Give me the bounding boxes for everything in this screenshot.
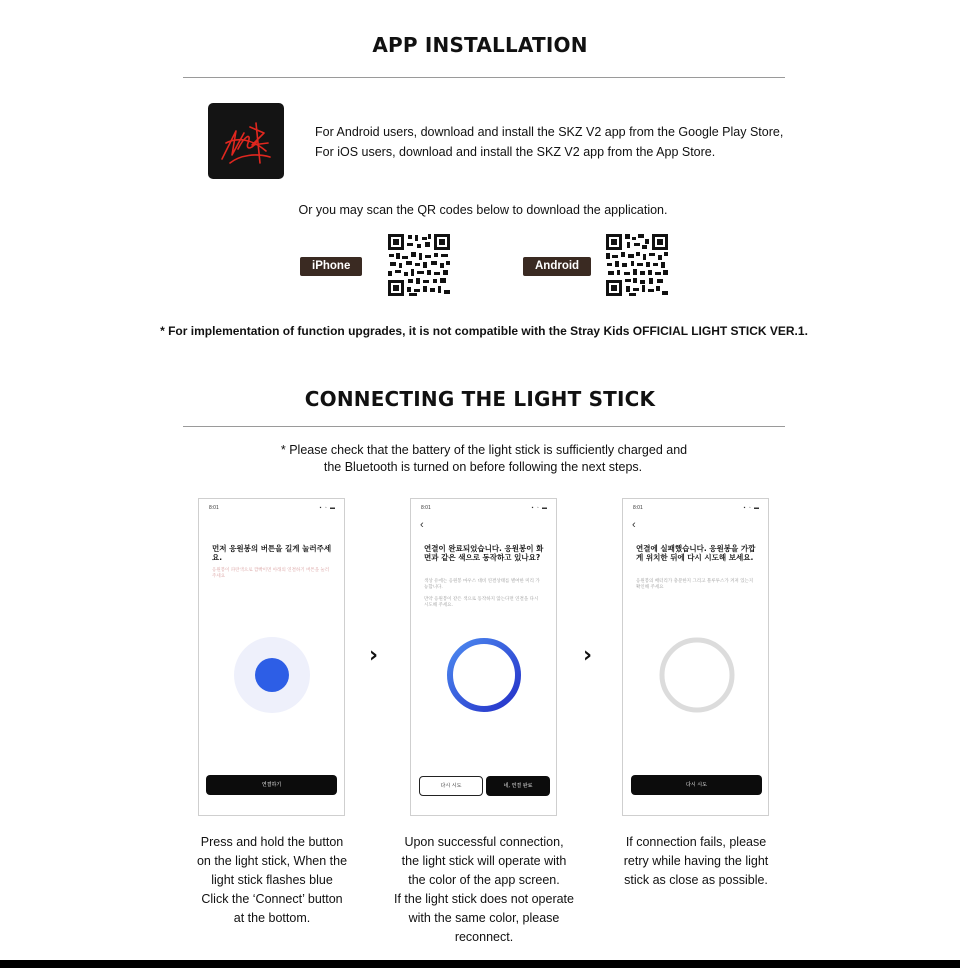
phone-screen-connected xyxy=(410,498,557,816)
phone-1-subtitle: 응원봉이 파란색으로 깜빡이면 아래의 연결하기 버튼을 눌러주세요 xyxy=(212,568,330,579)
back-chevron-icon[interactable]: ‹ xyxy=(632,519,636,531)
confirm-connected-button[interactable]: 네, 연결 완료 xyxy=(486,776,550,796)
status-icons: ▪ ◦ ▬ xyxy=(531,505,548,511)
step-arrow-icon: › xyxy=(369,643,379,668)
bottom-black-bar xyxy=(0,960,960,968)
phone-screen-connect xyxy=(198,498,345,816)
phone-3-subtitle: 응원봉의 배터리가 충분한지 그리고 블루투스가 켜져 있는지 확인해 주세요 xyxy=(636,579,754,590)
caption-line: stick as close as possible. xyxy=(624,873,768,887)
android-qr-code-icon[interactable] xyxy=(605,233,669,297)
status-time: 8:01 xyxy=(209,505,219,511)
install-divider xyxy=(183,77,785,78)
caption-line: with the same color, please xyxy=(408,911,560,925)
caption-line: reconnect. xyxy=(454,930,514,944)
battery-notice-line-2: the Bluetooth is turned on before following the next steps. xyxy=(323,460,643,474)
skz-app-logo xyxy=(208,103,284,179)
battery-notice-line-1: * Please check that the battery of the light stick is sufficiently charged and xyxy=(280,443,688,457)
phone-3-title: 연결에 실패했습니다. 응원봉을 가깝게 위치한 뒤에 다시 시도해 보세요. xyxy=(636,544,756,562)
step-arrow-icon: › xyxy=(583,643,593,668)
step-3-caption xyxy=(596,833,796,890)
compatibility-note: * For implementation of function upgrades, it is not compatible with the Stray Kids OFFICIAL LIGHT STICK VER.1. xyxy=(160,324,808,338)
phone-2-title: 연결이 완료되었습니다. 응원봉이 화면과 같은 색으로 동작하고 있나요? xyxy=(424,544,544,562)
skz-logo-scribble-icon xyxy=(208,103,284,179)
caption-line: Press and hold the button xyxy=(200,835,344,849)
status-time: 8:01 xyxy=(633,505,643,511)
connect-button[interactable]: 연결하기 xyxy=(206,775,337,795)
iphone-label: iPhone xyxy=(300,257,362,276)
step-1-caption xyxy=(172,833,372,928)
caption-line: Upon successful connection, xyxy=(404,835,564,849)
step-2-caption xyxy=(384,833,584,947)
caption-line: If the light stick does not operate xyxy=(394,892,574,906)
qr-intro-text: Or you may scan the QR codes below to download the application. xyxy=(298,203,668,217)
phone-1-title: 먼저 응원봉의 버튼을 길게 눌러주세요. xyxy=(212,544,332,562)
grey-ring-indicator-icon xyxy=(657,635,737,715)
connect-divider xyxy=(183,426,785,427)
back-chevron-icon[interactable]: ‹ xyxy=(420,519,424,531)
retry-button[interactable]: 다시 시도 xyxy=(419,776,483,796)
phone-2-subtitle-2: 만약 응원봉이 같은 색으로 동작하지 않는다면 연결을 다시 시도해 주세요. xyxy=(424,597,539,608)
status-icons: ▪ ◦ ▬ xyxy=(319,505,336,511)
caption-line: the color of the app screen. xyxy=(408,873,560,887)
caption-line: If connection fails, please xyxy=(625,835,767,849)
caption-line: light stick flashes blue xyxy=(211,873,333,887)
phone-2-subtitle: 색상 유에는 응원봉 마우스 대비 연결상태를 별여한 미리 가능합니다. xyxy=(424,579,540,590)
caption-line: retry while having the light xyxy=(623,854,769,868)
install-title: APP INSTALLATION xyxy=(372,33,588,57)
caption-line: the light stick will operate with xyxy=(401,854,567,868)
retry-button[interactable]: 다시 시도 xyxy=(631,775,762,795)
android-label: Android xyxy=(523,257,591,276)
status-icons: ▪ ◦ ▬ xyxy=(743,505,760,511)
android-instruction: For Android users, download and install the SKZ V2 app from the Google Play Store, xyxy=(315,125,784,139)
blue-light-indicator-icon xyxy=(233,636,311,714)
status-time: 8:01 xyxy=(421,505,431,511)
ios-instruction: For iOS users, download and install the SKZ V2 app from the App Store. xyxy=(315,145,716,159)
caption-line: on the light stick, When the xyxy=(196,854,348,868)
blue-ring-indicator-icon xyxy=(444,635,524,715)
caption-line: at the bottom. xyxy=(233,911,311,925)
connect-title: CONNECTING THE LIGHT STICK xyxy=(304,387,656,411)
caption-line: Click the ‘Connect’ button xyxy=(201,892,343,906)
iphone-qr-code-icon[interactable] xyxy=(387,233,451,297)
phone-screen-failed xyxy=(622,498,769,816)
